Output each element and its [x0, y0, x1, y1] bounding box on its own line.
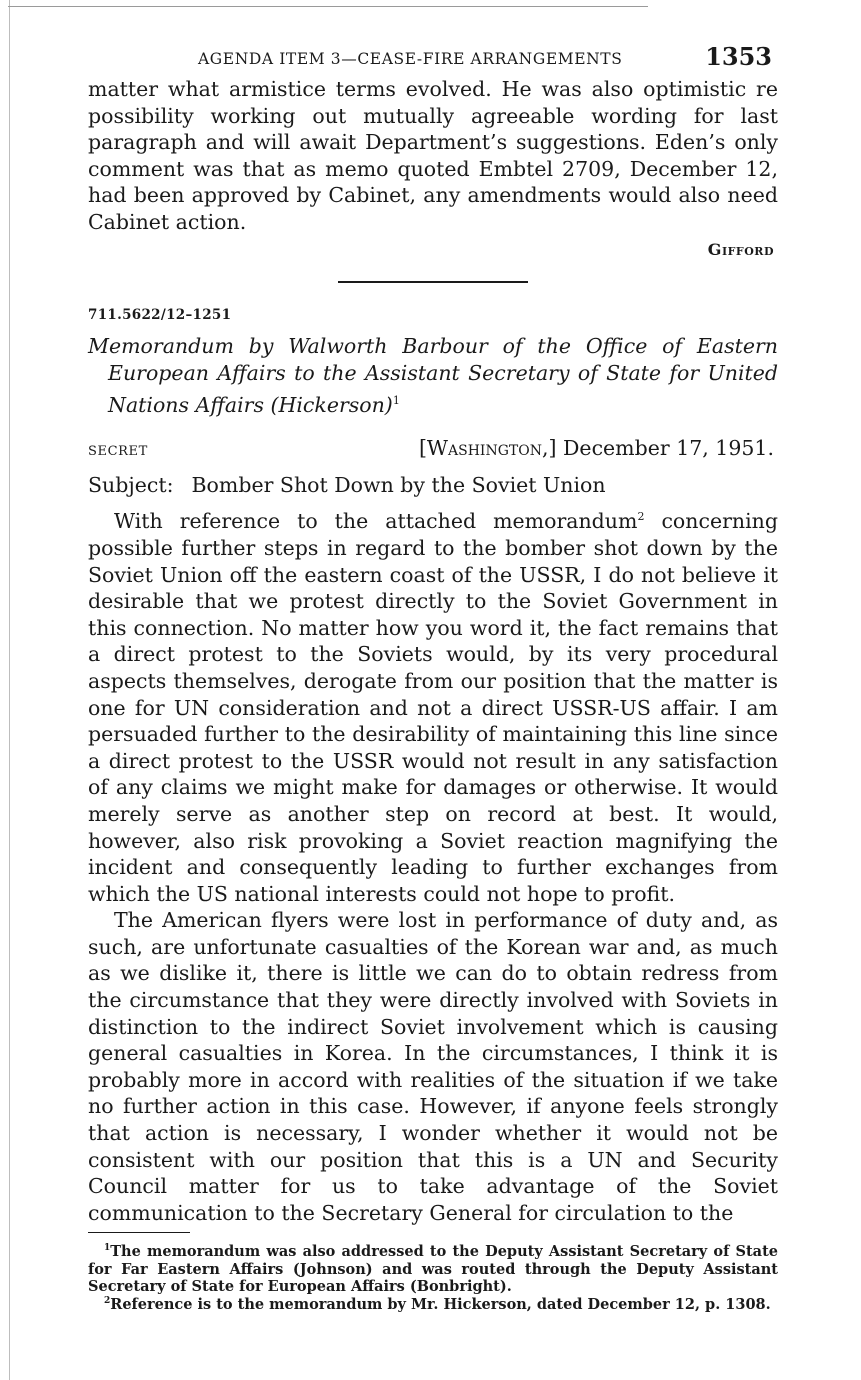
document-heading [88, 333, 778, 419]
footnote-text: The memorandum was also addressed to the Deputy Assistant Secretary of State for Far Eastern Affairs (Johnson) and was routed through the Deputy Assistant Secretary of State for European Affairs (Bonbright). [88, 1243, 778, 1296]
section-divider [338, 281, 528, 283]
footnote-2 [88, 1296, 778, 1314]
top-edge-line [8, 6, 648, 7]
date: December 17, 1951. [563, 436, 774, 461]
footnote-ref-2: 2 [637, 510, 645, 524]
classification-date-row [88, 436, 778, 472]
place-date [419, 436, 774, 460]
footnote-marker: 1 [104, 1243, 111, 1254]
paragraph-1-rest: concerning possible further steps in regard to the bomber shot down by the Soviet Union off the eastern coast of the USSR, I do not believe it desirable that we protest directly to the Soviet Government in this connection. No matter how you word it, the fact remains that a direct protest to the Soviets would, by its very procedural aspects themselves, derogate from our position that the matter is one for UN consideration and not a direct USSR-US affair. I am persuaded further to the desirability of maintaining this line since a direct protest to the USSR would not result in any satisfaction of any claims we might make for damages or otherwise. It would merely serve as another step on record at best. It would, however, also risk provoking a Soviet reaction magnifying the incident and consequently leading to further exchanges from which the US national interests could not hope to profit. [88, 509, 778, 906]
page-edge-line [9, 0, 10, 1380]
file-number: 711.5622/12–1251 [88, 306, 232, 323]
document-page [88, 42, 778, 1313]
footnote-ref-1: 1 [392, 393, 400, 407]
document-heading-text: Memorandum by Walworth Barbour of the Office of Eastern European Affairs to the Assistant Secretary of State for United Nations Affairs (Hickerson) [88, 333, 778, 417]
footnote-text: Reference is to the memorandum by Mr. Hickerson, dated December 12, p. 1308. [110, 1295, 771, 1313]
footnote-divider [88, 1232, 190, 1233]
body-paragraph-2: The American flyers were lost in performance of duty and, as such, are unfortunate casualties of the Korean war and, as much as we dislike it, there is little we can do to obtain redress from the circumstance that they were directly involved with Soviets in distinction to the indirect Soviet involvement which is causing general casualties in Korea. In the circumstances, I think it is probably more in accord with realities of the situation if we take no further action in this case. However, if anyone feels strongly that action is necessary, I wonder whether it would not be consistent with our position that this is a UN and Security Council matter for us to take advantage of the Soviet communication to the Secretary General for circulation to the [88, 908, 778, 1225]
page-number: 1353 [705, 42, 772, 71]
classification-label: SECRET [88, 444, 148, 460]
continuation-paragraph: matter what armistice terms evolved. He was also optimistic re possibility working out mutually agreeable wording for last paragraph and will await Department’s suggestions. Eden’s only comment was that as memo quoted Embtel 2709, December 12, had been approved by Cabinet, any amendments would also need Cabinet action. [88, 77, 778, 234]
paragraph-1-start: With reference to the attached memorandum [114, 509, 638, 534]
running-head [88, 42, 778, 76]
subject-label: Subject: [88, 473, 174, 498]
footnote-marker: 2 [104, 1296, 111, 1307]
footnote-1 [88, 1243, 778, 1296]
subject-text: Bomber Shot Down by the Soviet Union [191, 473, 606, 498]
running-head-title: AGENDA ITEM 3—CEASE-FIRE ARRANGEMENTS [198, 50, 623, 68]
subject-line [88, 472, 778, 498]
footnotes [88, 1243, 778, 1313]
place: [Washington,] [418, 436, 557, 461]
body-paragraph-1 [88, 508, 778, 907]
signature: Gifford [707, 239, 774, 259]
